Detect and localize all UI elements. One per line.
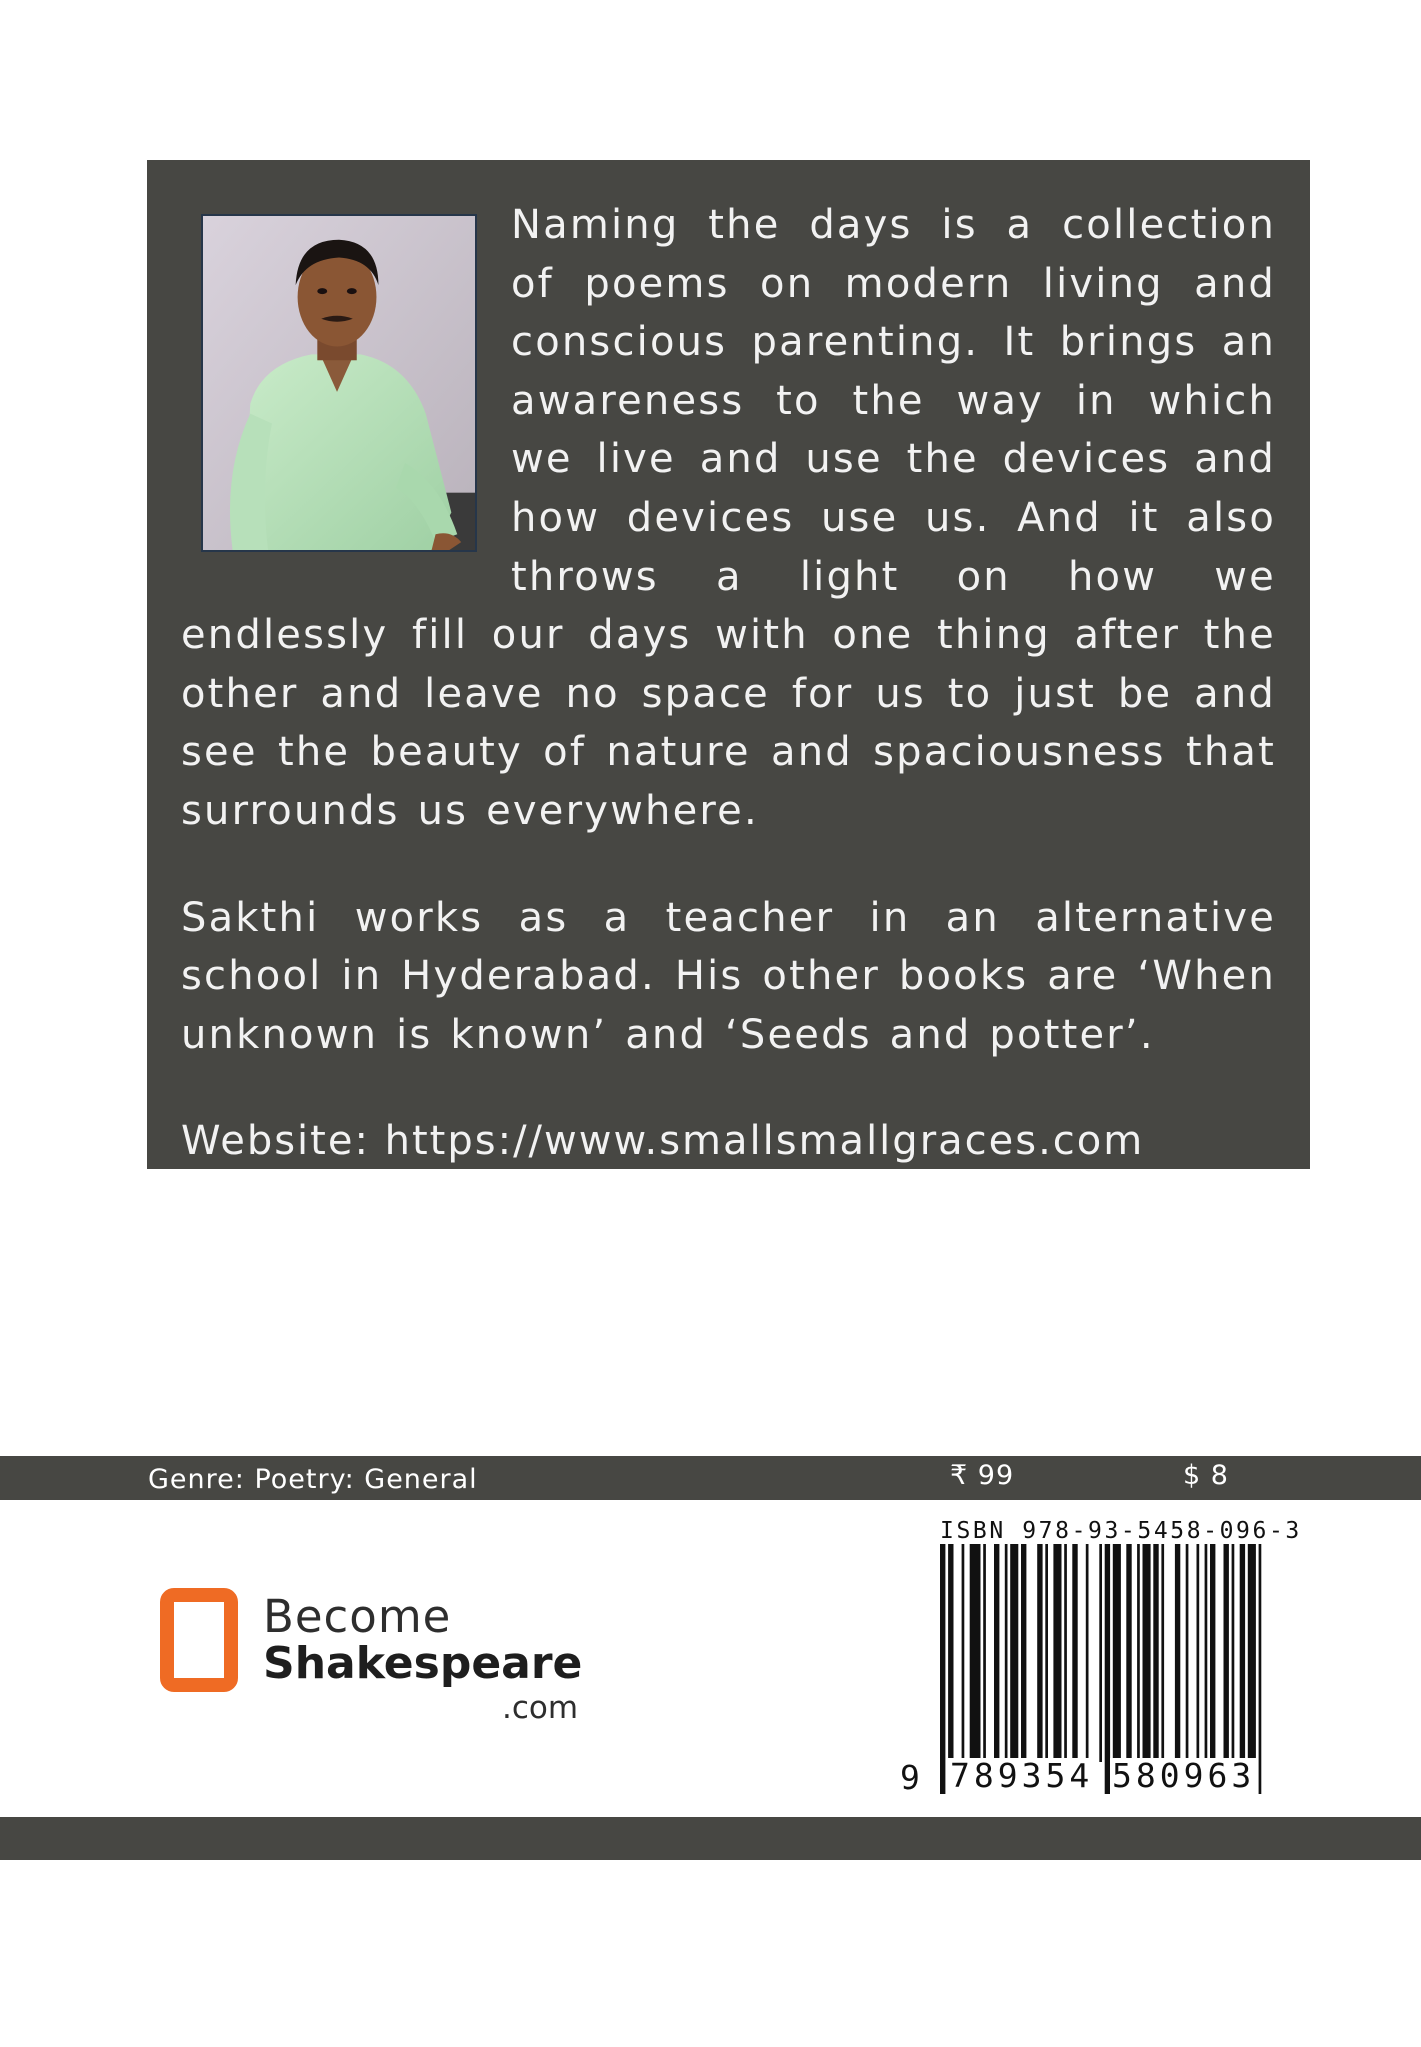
price-usd: $ 8 [1183, 1460, 1229, 1491]
author-portrait-image [203, 216, 475, 550]
author-bio: Sakthi works as a teacher in an alternative school in Hyderabad. His other books are ‘When unknown is known’ and ‘Seeds and potter’. [181, 894, 1276, 1058]
phone-logo-icon [160, 1588, 238, 1692]
isbn-text: ISBN 978-93-5458-096-3 [940, 1518, 1302, 1544]
logo-text-com: .com [502, 1690, 579, 1726]
book-description: Naming the days is a collection of poems on modern living and conscious parenting. It brings an awareness to the way in which we live and use the devices and how devices use us. And it also throws a light on how we endlessly fill our days with one thing after the other and leave no space for us to just be and see the beauty of nature and spaciousness that surrounds us everywhere. [181, 202, 1276, 834]
blurb-panel [147, 160, 1310, 1169]
genre-label: Genre: Poetry: General [148, 1464, 478, 1495]
barcode-digits-right: 580963 [1112, 1756, 1256, 1795]
genre-price-band [0, 1456, 1421, 1500]
publisher-logo [160, 1588, 600, 1728]
price-inr: ₹ 99 [950, 1460, 1015, 1491]
barcode-first-digit: 9 [900, 1758, 920, 1797]
logo-text-become: Become [263, 1590, 452, 1643]
website-line: Website: https://www.smallsmallgraces.com [181, 1118, 1145, 1165]
author-photo [201, 214, 477, 552]
logo-text-shakespeare: Shakespeare [263, 1638, 583, 1689]
barcode-digits-left: 789354 [950, 1756, 1094, 1795]
bottom-band [0, 1817, 1421, 1860]
